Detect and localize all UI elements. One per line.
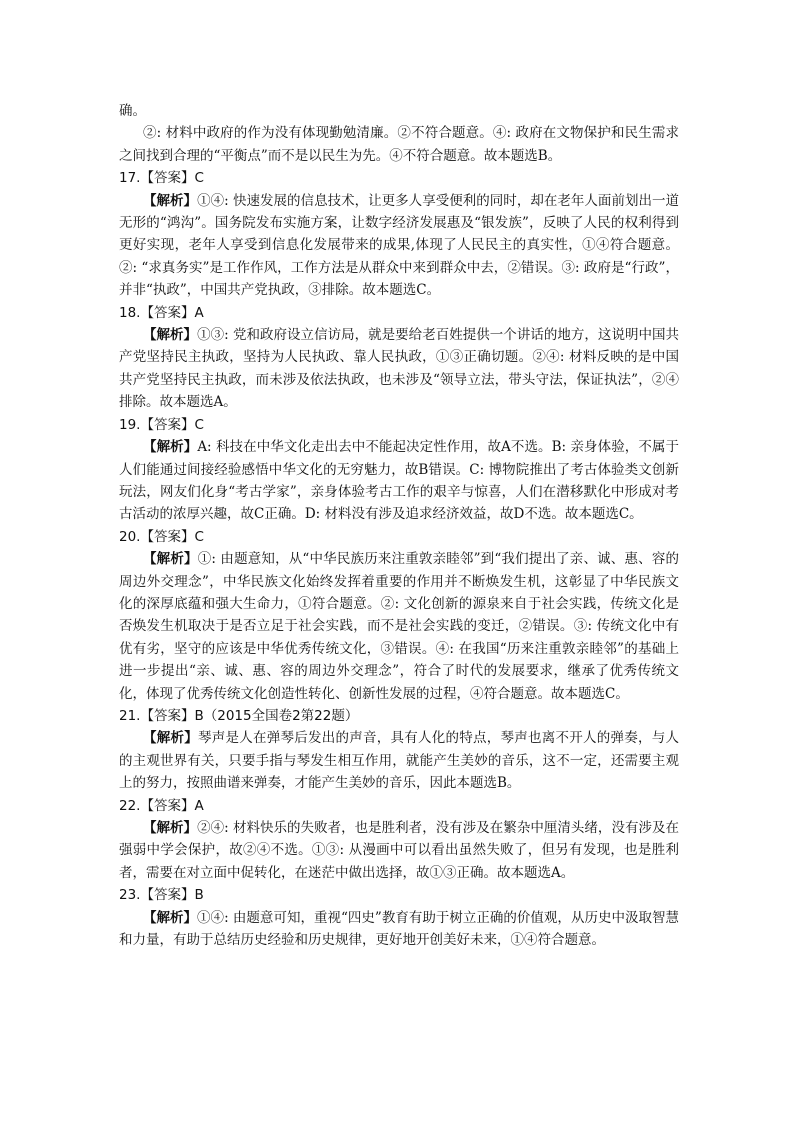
answer-line-19: 19.【答案】C <box>119 416 204 433</box>
analysis-20 <box>119 548 679 705</box>
analysis-22 <box>119 817 679 884</box>
analysis-label: 【解析】 <box>143 439 198 456</box>
analysis-label: 【解析】 <box>143 730 198 747</box>
analysis-21 <box>119 727 679 794</box>
answer-line-18: 18.【答案】A <box>119 304 204 321</box>
analysis-text: ①④: 快速发展的信息技术，让更多人享受便利的同时，却在老年人面前划出一道无形的“鸿沟”。国务院发布实施方案，让数字经济发展惠及“银发族”，反映了人民的权利得到更好实现，老年人享受到信息化发展带来的成果,体现了人民民主的真实性，①④符合题意。②: “求真务实”是工作作风，工作方法是从群众中来到群众中去，②错误。③: 政府是“行政”，并非“执政”，中国共产党执政，③排除。故本题选C。 <box>119 192 680 299</box>
analysis-19 <box>119 436 679 526</box>
page-content <box>119 100 679 951</box>
analysis-label: 【解析】 <box>143 551 198 568</box>
analysis-label: 【解析】 <box>143 909 198 926</box>
analysis-label: 【解析】 <box>143 820 198 836</box>
fragment-line: 确。 <box>119 103 146 119</box>
answer-line-20: 20.【答案】C <box>119 528 204 545</box>
analysis-text: ①③: 党和政府设立信访局，就是要给老百姓提供一个讲话的地方，这说明中国共产党坚持民主执政，坚持为人民执政、靠人民执政，①③正确切题。②④: 材料反映的是中国共产党坚持民主执政，而未涉及依法执政，也未涉及“领导立法，带头守法，保证执法”，②④排除。故本题选A。 <box>119 327 680 411</box>
analysis-text: ①④: 由题意可知，重视“四史”教育有助于树立正确的价值观，从历史中汲取智慧和力量，有助于总结历史经验和历史规律，更好地开创美好未来，①④符合题意。 <box>119 909 679 949</box>
analysis-17 <box>119 190 679 302</box>
answer-line-17: 17.【答案】C <box>119 170 204 187</box>
analysis-text: ①: 由题意知，从“中华民族历来注重敦亲睦邻”到“我们提出了亲、诚、惠、容的周边外交理念”，中华民族文化始终发挥着重要的作用并不断焕发生机，这彰显了中华民族文化的深厚底蕴和强大生命力，①符合题意。②: 文化创新的源泉来自于社会实践，传统文化是否焕发生机取决于是否立足于社会实践，而不是社会实践的变迁，②错误。③: 传统文化中有优有劣，坚守的应该是中华优秀传统文化，③错误。④: 在我国“历来注重敦亲睦邻”的基础上进一步提出“亲、诚、惠、容的周边外交理念”，符合了时代的发展要求，继承了优秀传统文化，体现了优秀传统文化创造性转化、创新性发展的过程，④符合题意。故本题选C。 <box>119 551 680 702</box>
answer-line-21: 21.【答案】B（2015全国卷2第22题） <box>119 707 359 724</box>
answer-line-22: 22.【答案】A <box>119 797 204 814</box>
analysis-label: 【解析】 <box>143 192 198 209</box>
analysis-18 <box>119 324 679 414</box>
analysis-text: ②④: 材料快乐的失败者，也是胜利者，没有涉及在繁杂中厘清头绪，没有涉及在强弱中学会保护，故②④不选。①③: 从漫画中可以看出虽然失败了，但另有发现，也是胜利者，需要在对立面中促转化，在迷茫中做出选择，故①③正确。故本题选A。 <box>119 820 680 881</box>
analysis-label: 【解析】 <box>143 327 198 344</box>
analysis-text: A: 科技在中华文化走出去中不能起决定性作用，故A不选。B: 亲身体验，不属于人们能通过间接经验感悟中华文化的无穷魅力，故B错误。C: 博物院推出了考古体验类文创新玩法，网友们化身“考古学家”，亲身体验考古工作的艰辛与惊喜，人们在潜移默化中形成对考古活动的浓厚兴趣，故C正确。D: 材料没有涉及追求经济效益，故D不选。故本题选C。 <box>119 439 679 523</box>
analysis-text: 琴声是人在弹琴后发出的声音，具有人化的特点，琴声也离不开人的弹奏，与人的主观世界有关，只要手指与琴发生相互作用，就能产生美妙的音乐，这不一定，还需要主观上的努力，按照曲谱来弹奏，才能产生美妙的音乐，因此本题选B。 <box>119 730 679 792</box>
analysis-23 <box>119 907 679 952</box>
q16-continuation: ②: 材料中政府的作为没有体现勤勉清廉。②不符合题意。④: 政府在文物保护和民生需求之间找到合理的“平衡点”而不是以民生为先。④不符合题意。故本题选B。 <box>119 125 679 164</box>
answer-line-23: 23.【答案】B <box>119 887 204 904</box>
